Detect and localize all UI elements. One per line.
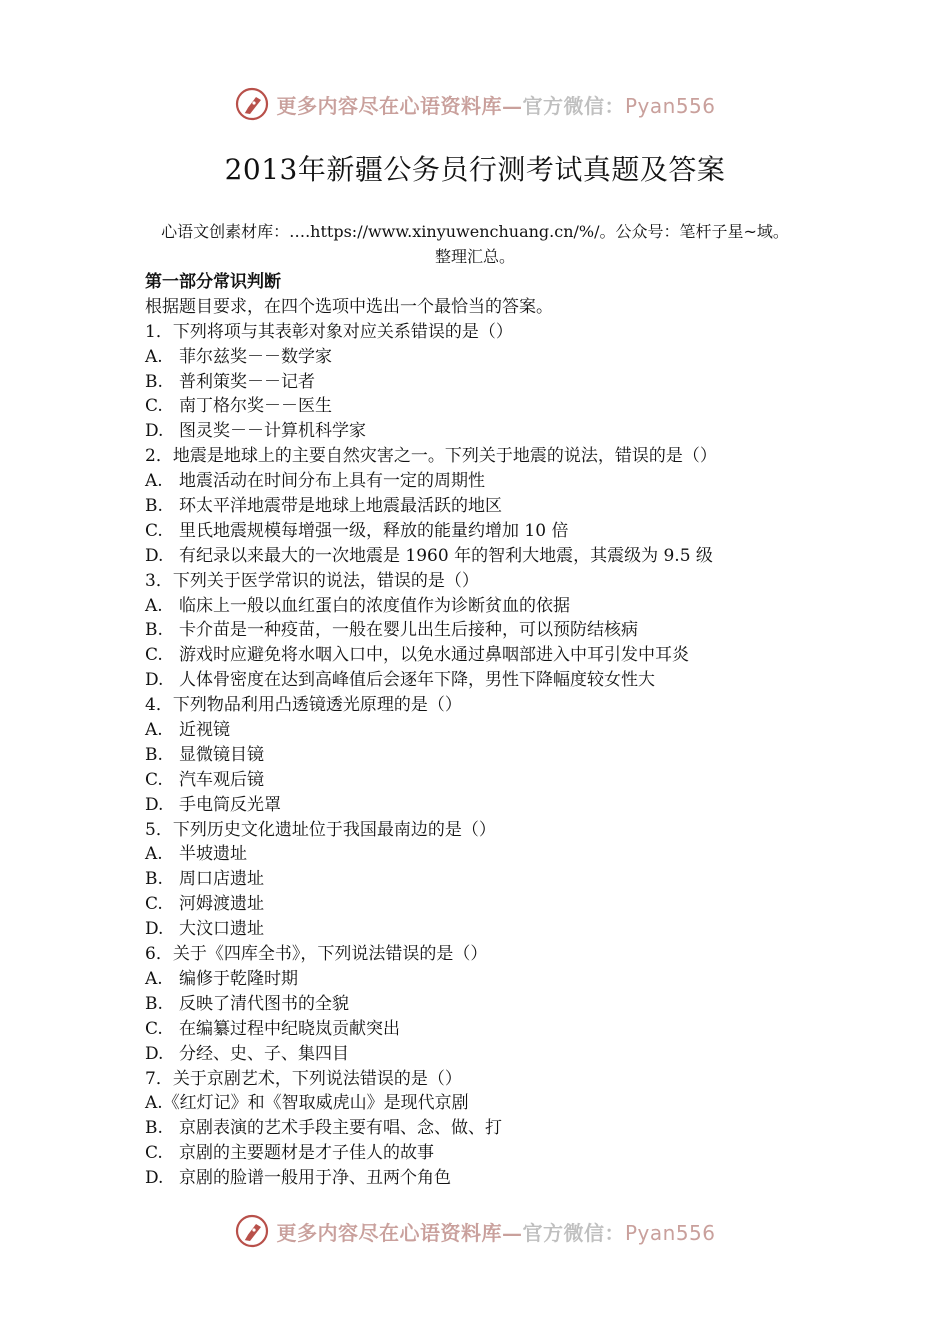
banner-slogan-text: 更多内容尽在心语资料库— xyxy=(276,93,523,118)
footer-slogan-text: 更多内容尽在心语资料库— xyxy=(276,1220,523,1245)
option-letter: C. xyxy=(145,1143,163,1164)
answer-option xyxy=(145,967,845,992)
question-stem: 5．下列历史文化遗址位于我国最南边的是（） xyxy=(145,819,496,840)
banner-slogan xyxy=(276,90,715,119)
answer-option xyxy=(145,1042,845,1067)
footer-banner-slogan xyxy=(276,1217,715,1246)
option-letter: A. xyxy=(145,968,163,989)
header-banner xyxy=(0,84,950,124)
section-heading: 第一部分常识判断 xyxy=(145,272,281,292)
option-letter: A. xyxy=(145,720,163,741)
answer-option xyxy=(145,768,845,793)
option-letter: A. xyxy=(145,471,163,492)
answer-option xyxy=(145,1166,845,1191)
option-letter: D. xyxy=(145,1043,164,1064)
option-text: 京剧的主要题材是才子佳人的故事 xyxy=(179,1143,434,1164)
answer-option xyxy=(145,419,845,444)
option-letter: B. xyxy=(145,869,163,890)
source-note xyxy=(0,219,950,269)
source-note-line-1 xyxy=(0,219,950,244)
source-suffix: 。公众号：笔杆子星~域。 xyxy=(599,222,789,241)
answer-option xyxy=(145,643,845,668)
question-stem: 1．下列将项与其表彰对象对应关系错误的是（） xyxy=(145,321,513,342)
answer-option xyxy=(145,394,845,419)
option-text: 环太平洋地震带是地球上地震最活跃的地区 xyxy=(179,496,502,517)
option-letter: B. xyxy=(145,1118,163,1139)
option-text: 里氏地震规模每增强一级，释放的能量约增加 10 倍 xyxy=(179,520,569,541)
option-text: 大汶口遗址 xyxy=(179,919,264,940)
source-url: ….https://www.xinyuwenchuang.cn/%/ xyxy=(289,222,600,241)
option-letter: D. xyxy=(145,545,164,566)
option-text: 普利策奖－－记者 xyxy=(179,371,315,392)
option-letter: C. xyxy=(145,645,163,666)
answer-option xyxy=(145,892,845,917)
question-stem: 3．下列关于医学常识的说法，错误的是（） xyxy=(145,570,479,591)
source-note-line-2: 整理汇总。 xyxy=(434,247,515,266)
option-text: 半坡遗址 xyxy=(179,844,247,865)
option-text: 显微镜目镜 xyxy=(179,744,264,765)
answer-option xyxy=(145,618,845,643)
answer-option xyxy=(145,842,845,867)
answer-option xyxy=(145,793,845,818)
question-stem: 6．关于《四库全书》，下列说法错误的是（） xyxy=(145,944,488,965)
option-text: 汽车观后镜 xyxy=(179,769,264,790)
answer-option xyxy=(145,594,845,619)
answer-option xyxy=(145,718,845,743)
option-text: 京剧的脸谱一般用于净、丑两个角色 xyxy=(179,1168,451,1189)
answer-option xyxy=(145,1017,845,1042)
answer-option xyxy=(145,1141,845,1166)
option-letter: A. xyxy=(145,346,163,367)
option-text: 人体骨密度在达到高峰值后会逐年下降，男性下降幅度较女性大 xyxy=(179,670,655,691)
option-letter: D. xyxy=(145,670,164,691)
answer-option xyxy=(145,1116,845,1141)
answer-option xyxy=(145,544,845,569)
option-text: 河姆渡遗址 xyxy=(179,894,264,915)
footer-wechat-id: Pyan556 xyxy=(624,1220,716,1245)
option-text: 近视镜 xyxy=(179,720,230,741)
option-letter: D. xyxy=(145,421,164,442)
option-text: 有纪录以来最大的一次地震是 1960 年的智利大地震，其震级为 9.5 级 xyxy=(179,545,713,566)
question-stem: 7．关于京剧艺术，下列说法错误的是（） xyxy=(145,1068,462,1089)
option-letter: B. xyxy=(145,371,163,392)
option-letter: B. xyxy=(145,993,163,1014)
option-text: 手电筒反光罩 xyxy=(179,794,281,815)
answer-option xyxy=(145,345,845,370)
option-text: 在编纂过程中纪晓岚贡献突出 xyxy=(179,1018,400,1039)
option-letter: D. xyxy=(145,794,164,815)
question-stem: 2．地震是地球上的主要自然灾害之一。下列关于地震的说法，错误的是（） xyxy=(145,446,717,467)
section-instruction: 根据题目要求，在四个选项中选出一个最恰当的答案。 xyxy=(145,296,553,317)
option-text: 周口店遗址 xyxy=(179,869,264,890)
option-text: 地震活动在时间分布上具有一定的周期性 xyxy=(179,471,485,492)
pen-nib-logo-icon xyxy=(234,86,270,122)
option-text: 反映了清代图书的全貌 xyxy=(179,993,349,1014)
banner-wechat-id: Pyan556 xyxy=(624,93,716,118)
source-prefix: 心语文创素材库： xyxy=(161,222,290,241)
option-text: 京剧表演的艺术手段主要有唱、念、做、打 xyxy=(179,1118,502,1139)
option-text: 临床上一般以血红蛋白的浓度值作为诊断贫血的依据 xyxy=(179,595,570,616)
footer-wechat-label: 官方微信： xyxy=(522,1220,625,1245)
answer-option xyxy=(145,469,845,494)
question-stem: 4．下列物品利用凸透镜透光原理的是（） xyxy=(145,695,462,716)
option-letter: C. xyxy=(145,520,163,541)
option-letter: B. xyxy=(145,496,163,517)
answer-option xyxy=(145,867,845,892)
question-content xyxy=(145,270,845,1191)
option-letter: C. xyxy=(145,1018,163,1039)
option-letter: C. xyxy=(145,396,163,417)
footer-banner xyxy=(0,1211,950,1251)
option-text: 编修于乾隆时期 xyxy=(179,968,298,989)
option-letter: D. xyxy=(145,1168,164,1189)
option-letter: A. xyxy=(145,844,163,865)
answer-option xyxy=(145,668,845,693)
question-list xyxy=(145,320,845,1191)
option-letter: B. xyxy=(145,744,163,765)
option-letter: C. xyxy=(145,894,163,915)
banner-content xyxy=(234,86,715,122)
banner-wechat-label: 官方微信： xyxy=(522,93,625,118)
option-text: 图灵奖－－计算机科学家 xyxy=(179,421,366,442)
footer-banner-content xyxy=(234,1213,715,1249)
document-title: 2013年新疆公务员行测考试真题及答案 xyxy=(224,153,726,186)
answer-option xyxy=(145,519,845,544)
answer-option xyxy=(145,992,845,1017)
pen-nib-logo-icon xyxy=(234,1213,270,1249)
option-letter: D. xyxy=(145,919,164,940)
option-text: 游戏时应避免将水咽入口中，以免水通过鼻咽部进入中耳引发中耳炎 xyxy=(179,645,689,666)
answer-option xyxy=(145,370,845,395)
answer-option xyxy=(145,494,845,519)
answer-option xyxy=(145,1091,845,1116)
option-text: 南丁格尔奖－－医生 xyxy=(179,396,332,417)
option-text: 分经、史、子、集四目 xyxy=(179,1043,349,1064)
answer-option xyxy=(145,743,845,768)
answer-option xyxy=(145,917,845,942)
option-text: 《红灯记》和《智取威虎山》是现代京剧 xyxy=(162,1093,469,1114)
option-letter: B. xyxy=(145,620,163,641)
option-letter: A. xyxy=(145,1093,163,1114)
option-letter: C. xyxy=(145,769,163,790)
option-text: 菲尔兹奖－－数学家 xyxy=(179,346,332,367)
option-text: 卡介苗是一种疫苗，一般在婴儿出生后接种，可以预防结核病 xyxy=(179,620,638,641)
option-letter: A. xyxy=(145,595,163,616)
